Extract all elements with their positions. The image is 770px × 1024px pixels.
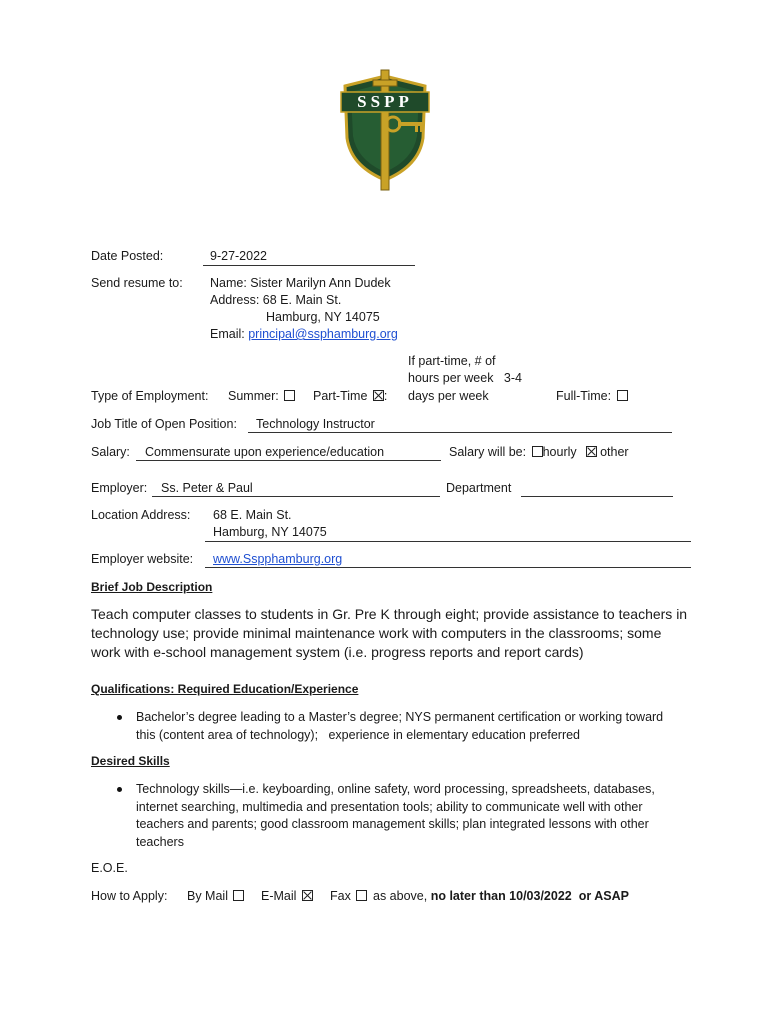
skills-text [136,781,655,851]
part-time-note-1: If part-time, # of [408,354,496,368]
resume-email-row [210,327,398,341]
date-posted-value: 9-27-2022 [210,249,267,263]
qualifications-line-2: this (content area of technology); experience in elementary education preferred [136,727,581,742]
apply-email-checkbox-checked[interactable] [302,890,313,901]
employer-label: Employer: [91,481,148,495]
eoe-text: E.O.E. [91,861,128,875]
salary-label: Salary: [91,445,130,459]
qualifications-bullet [117,715,122,720]
hourly-checkbox[interactable] [532,446,543,457]
department-underline [521,496,673,497]
brief-line-2: technology use; provide minimal maintenance work with computers in the classrooms; some [91,625,662,641]
date-posted-underline [203,265,415,266]
brief-heading: Brief Job Description [91,580,213,594]
apply-fax-label: Fax [330,889,351,903]
brief-line-1: Teach computer classes to students in Gr. Pre K through eight; provide assistance to teachers in [91,606,688,622]
logo-text: SSPP [357,92,413,111]
school-logo [335,68,435,194]
full-time-option[interactable] [556,389,628,403]
qualifications-line-1: Bachelor’s degree leading to a Master’s degree; NYS permanent certification or working toward [136,710,664,724]
part-time-label: Part-Time [313,389,368,403]
website-underline [205,567,691,568]
skills-bullet [117,787,122,792]
apply-deadline: no later than 10/03/2022 or ASAP [430,889,629,903]
apply-email-label: E-Mail [261,889,297,903]
part-time-suffix: : [383,389,388,403]
qualifications-heading: Qualifications: Required Education/Experience [91,682,359,696]
employment-label: Type of Employment: [91,389,209,403]
resume-email-label: Email: [210,327,245,341]
location-underline [205,541,691,542]
skills-line-1: Technology skills—i.e. keyboarding, online safety, word processing, spreadsheets, databases, [136,782,655,796]
salary-underline [136,460,441,461]
website-label: Employer website: [91,552,194,566]
salary-type-row [449,445,629,459]
full-time-checkbox[interactable] [617,390,628,401]
shield-icon [335,68,435,194]
resume-address-2: Hamburg, NY 14075 [266,310,380,324]
resume-email-link[interactable]: principal@ssphamburg.org [248,327,398,341]
apply-mail-option[interactable] [187,889,244,903]
full-time-label: Full-Time: [556,389,612,403]
job-title-underline [248,432,672,433]
location-line-2: Hamburg, NY 14075 [213,525,327,539]
location-label: Location Address: [91,508,191,522]
brief-line-3: work with e-school management system (i.e. progress reports and report cards) [91,644,584,660]
skills-heading: Desired Skills [91,754,170,768]
apply-mail-checkbox[interactable] [233,890,244,901]
salary-will-be-label: Salary will be: [449,445,527,459]
employer-underline [152,496,440,497]
apply-fax-checkbox[interactable] [356,890,367,901]
department-label: Department [446,481,512,495]
other-label: other [600,445,629,459]
salary-value: Commensurate upon experience/education [145,445,385,459]
employer-value: Ss. Peter & Paul [161,481,253,495]
part-time-checkbox-checked[interactable] [373,390,384,401]
skills-line-3: teachers and parents; good classroom management skills; plan integrated lessons with other [136,817,649,831]
part-time-note-2: hours per week 3-4 [408,371,522,385]
website-link[interactable]: www.Sspphamburg.org [213,552,343,566]
date-posted-label: Date Posted: [91,249,164,263]
qualifications-text [136,709,663,744]
send-resume-label: Send resume to: [91,276,183,290]
summer-label: Summer: [228,389,279,403]
hourly-label: hourly [542,445,577,459]
how-to-apply-label: How to Apply: [91,889,168,903]
resume-name: Name: Sister Marilyn Ann Dudek [210,276,391,290]
part-time-note-3: days per week [408,389,489,403]
skills-line-2: internet searching, multimedia and presentation tools; ability to communicate well with other [136,799,643,814]
apply-mail-label: By Mail [187,889,228,903]
apply-deadline-row [373,889,629,903]
summer-checkbox[interactable] [284,390,295,401]
brief-description [91,605,687,662]
apply-as-above: as above, [373,889,428,903]
skills-line-4: teachers [136,834,184,849]
apply-fax-option[interactable] [330,889,367,903]
apply-email-option[interactable] [261,889,313,903]
other-checkbox-checked[interactable] [586,446,597,457]
job-title-label: Job Title of Open Position: [91,417,237,431]
resume-address-1: Address: 68 E. Main St. [210,293,342,307]
location-line-1: 68 E. Main St. [213,508,292,522]
job-title-value: Technology Instructor [256,417,375,431]
part-time-option[interactable] [313,389,387,403]
summer-option[interactable] [228,389,295,403]
